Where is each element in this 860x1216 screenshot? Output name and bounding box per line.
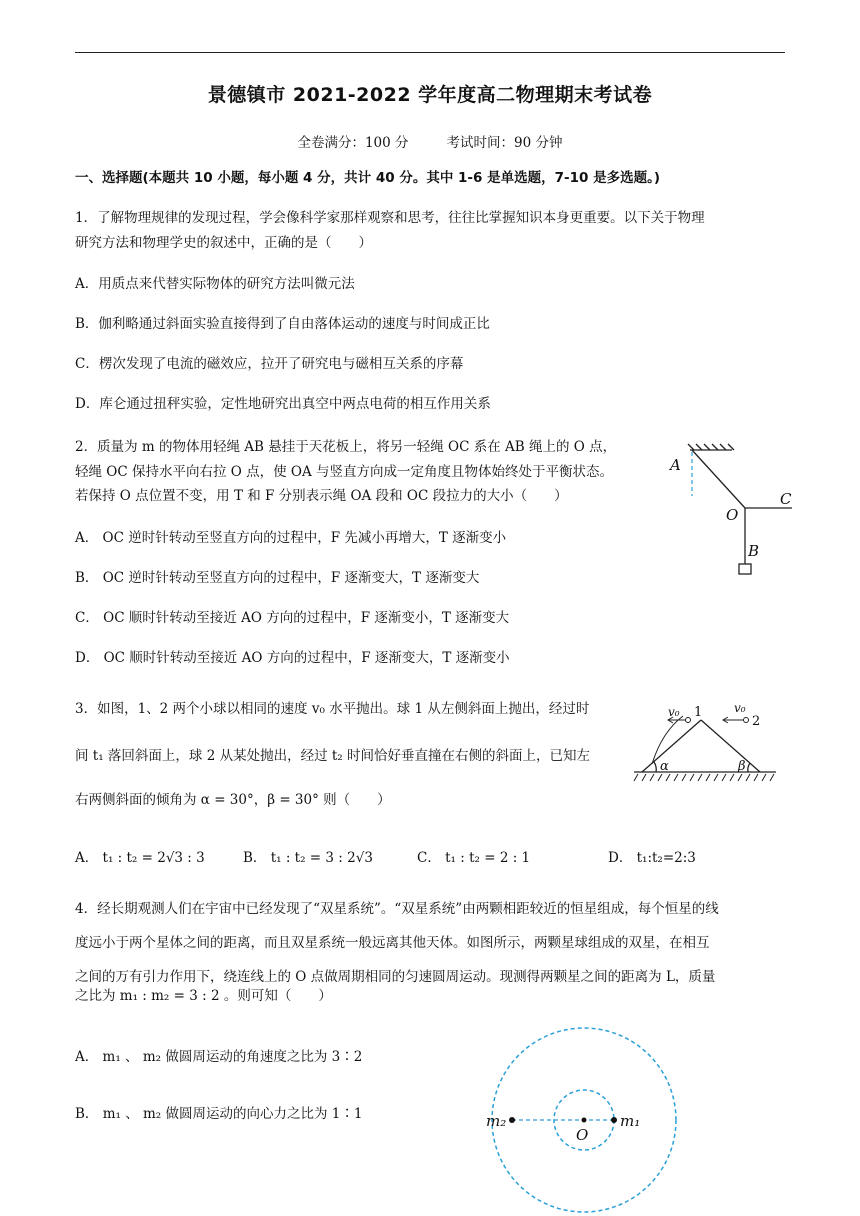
q1-option-b: B．伽利略通过斜面实验直接得到了自由落体运动的速度与时间成正比 bbox=[75, 316, 490, 332]
q3-stem-line3: 右两侧斜面的倾角为 α = 30°，β = 30° 则（ ） bbox=[75, 792, 391, 808]
q1-stem-line2: 研究方法和物理学史的叙述中，正确的是（ ） bbox=[75, 235, 372, 251]
q4-label-m1: m₁ bbox=[620, 1112, 641, 1130]
q3-option-c: C． t₁ : t₂ = 2 : 1 bbox=[417, 850, 531, 866]
section-heading: 一、选择题(本题共 10 小题，每小题 4 分，共计 40 分。其中 1-6 是单选题，7-10 是多选题。) bbox=[75, 170, 661, 186]
q4-stem-line2: 度远小于两个星体之间的距离，而且双星系统一般远离其他天体。如图所示，两颗星球组成的双星，在相互 bbox=[75, 935, 710, 951]
q2-option-c: C． OC 顺时针转动至接近 AO 方向的过程中，F 逐渐变小，T 逐渐变大 bbox=[75, 610, 510, 626]
q4-stem-line3: 之间的万有引力作用下，绕连线上的 O 点做周期相同的匀速圆周运动。现测得两颗星之间的距离为 L，质量 bbox=[75, 969, 716, 985]
q2-label-b: B bbox=[748, 542, 760, 560]
q3-option-a: A． t₁ : t₂ = 2√3 : 3 bbox=[75, 850, 205, 866]
q4-stem-line4: 之比为 m₁ : m₂ = 3 : 2 。则可知（ ） bbox=[75, 988, 332, 1004]
q2-option-d: D． OC 顺时针转动至接近 AO 方向的过程中，F 逐渐变大，T 逐渐变小 bbox=[75, 650, 510, 666]
q3-label-alpha: α bbox=[660, 759, 669, 774]
q2-stem-line3: 若保持 O 点位置不变，用 T 和 F 分别表示绳 OA 段和 OC 段拉力的大小（ ） bbox=[75, 488, 568, 504]
q2-stem-line2: 轻绳 OC 保持水平向右拉 O 点，使 OA 与竖直方向成一定角度且物体始终处于平衡状态。 bbox=[75, 464, 614, 480]
q4-label-o: O bbox=[576, 1126, 589, 1144]
q4-binary-star-diagram bbox=[480, 1014, 680, 1216]
q3-label-v2: v₀ bbox=[734, 701, 746, 715]
q1-stem-line1: 1．了解物理规律的发现过程，学会像科学家那样观察和思考，往往比掌握知识本身更重要。以下关于物理 bbox=[75, 210, 705, 226]
q4-option-a: A． m₁ 、 m₂ 做圆周运动的角速度之比为 3∶2 bbox=[75, 1049, 363, 1065]
q3-label-2: 2 bbox=[752, 714, 761, 729]
q2-label-o: O bbox=[726, 506, 739, 524]
q2-label-c: C bbox=[780, 490, 792, 508]
q1-option-a: A．用质点来代替实际物体的研究方法叫微元法 bbox=[75, 276, 355, 292]
q4-option-b: B． m₁ 、 m₂ 做圆周运动的向心力之比为 1∶1 bbox=[75, 1106, 363, 1122]
exam-title: 景德镇市 2021-2022 学年度高二物理期末考试卷 bbox=[207, 84, 653, 106]
q2-rope-diagram bbox=[660, 440, 800, 580]
q3-slope-diagram bbox=[630, 698, 780, 784]
q2-label-a: A bbox=[670, 456, 681, 474]
q3-option-b: B． t₁ : t₂ = 3 : 2√3 bbox=[243, 850, 373, 866]
q3-stem-line1: 3．如图，1、2 两个小球以相同的速度 v₀ 水平抛出。球 1 从左侧斜面上抛出，经过时 bbox=[75, 701, 590, 717]
q2-option-b: B． OC 逆时针转动至竖直方向的过程中，F 逐渐变大，T 逐渐变大 bbox=[75, 570, 480, 586]
q3-label-beta: β bbox=[738, 759, 746, 774]
q1-option-d: D．库仑通过扭秤实验，定性地研究出真空中两点电荷的相互作用关系 bbox=[75, 396, 491, 412]
full-score: 全卷满分：100 分 bbox=[297, 135, 409, 151]
q3-option-d: D． t₁:t₂=2:3 bbox=[608, 850, 696, 866]
q4-label-m2: m₂ bbox=[486, 1112, 507, 1130]
q4-stem-line1: 4．经长期观测人们在宇宙中已经发现了“双星系统”。“双星系统”由两颗相距较近的恒星组成，每个恒星的线 bbox=[75, 901, 719, 917]
header-rule bbox=[75, 52, 785, 53]
q3-label-1: 1 bbox=[694, 705, 703, 720]
q1-option-c: C．楞次发现了电流的磁效应，拉开了研究电与磁相互关系的序幕 bbox=[75, 356, 464, 372]
q2-stem-line1: 2．质量为 m 的物体用轻绳 AB 悬挂于天花板上，将另一轻绳 OC 系在 AB 绳上的 O 点， bbox=[75, 439, 617, 455]
exam-meta bbox=[0, 131, 860, 151]
q3-stem-line2: 间 t₁ 落回斜面上，球 2 从某处抛出，经过 t₂ 时间恰好垂直撞在右侧的斜面上，已知左 bbox=[75, 748, 591, 764]
exam-time: 考试时间：90 分钟 bbox=[446, 135, 563, 151]
q2-option-a: A． OC 逆时针转动至竖直方向的过程中，F 先减小再增大，T 逐渐变小 bbox=[75, 530, 507, 546]
q3-label-v1: v₀ bbox=[668, 705, 680, 719]
